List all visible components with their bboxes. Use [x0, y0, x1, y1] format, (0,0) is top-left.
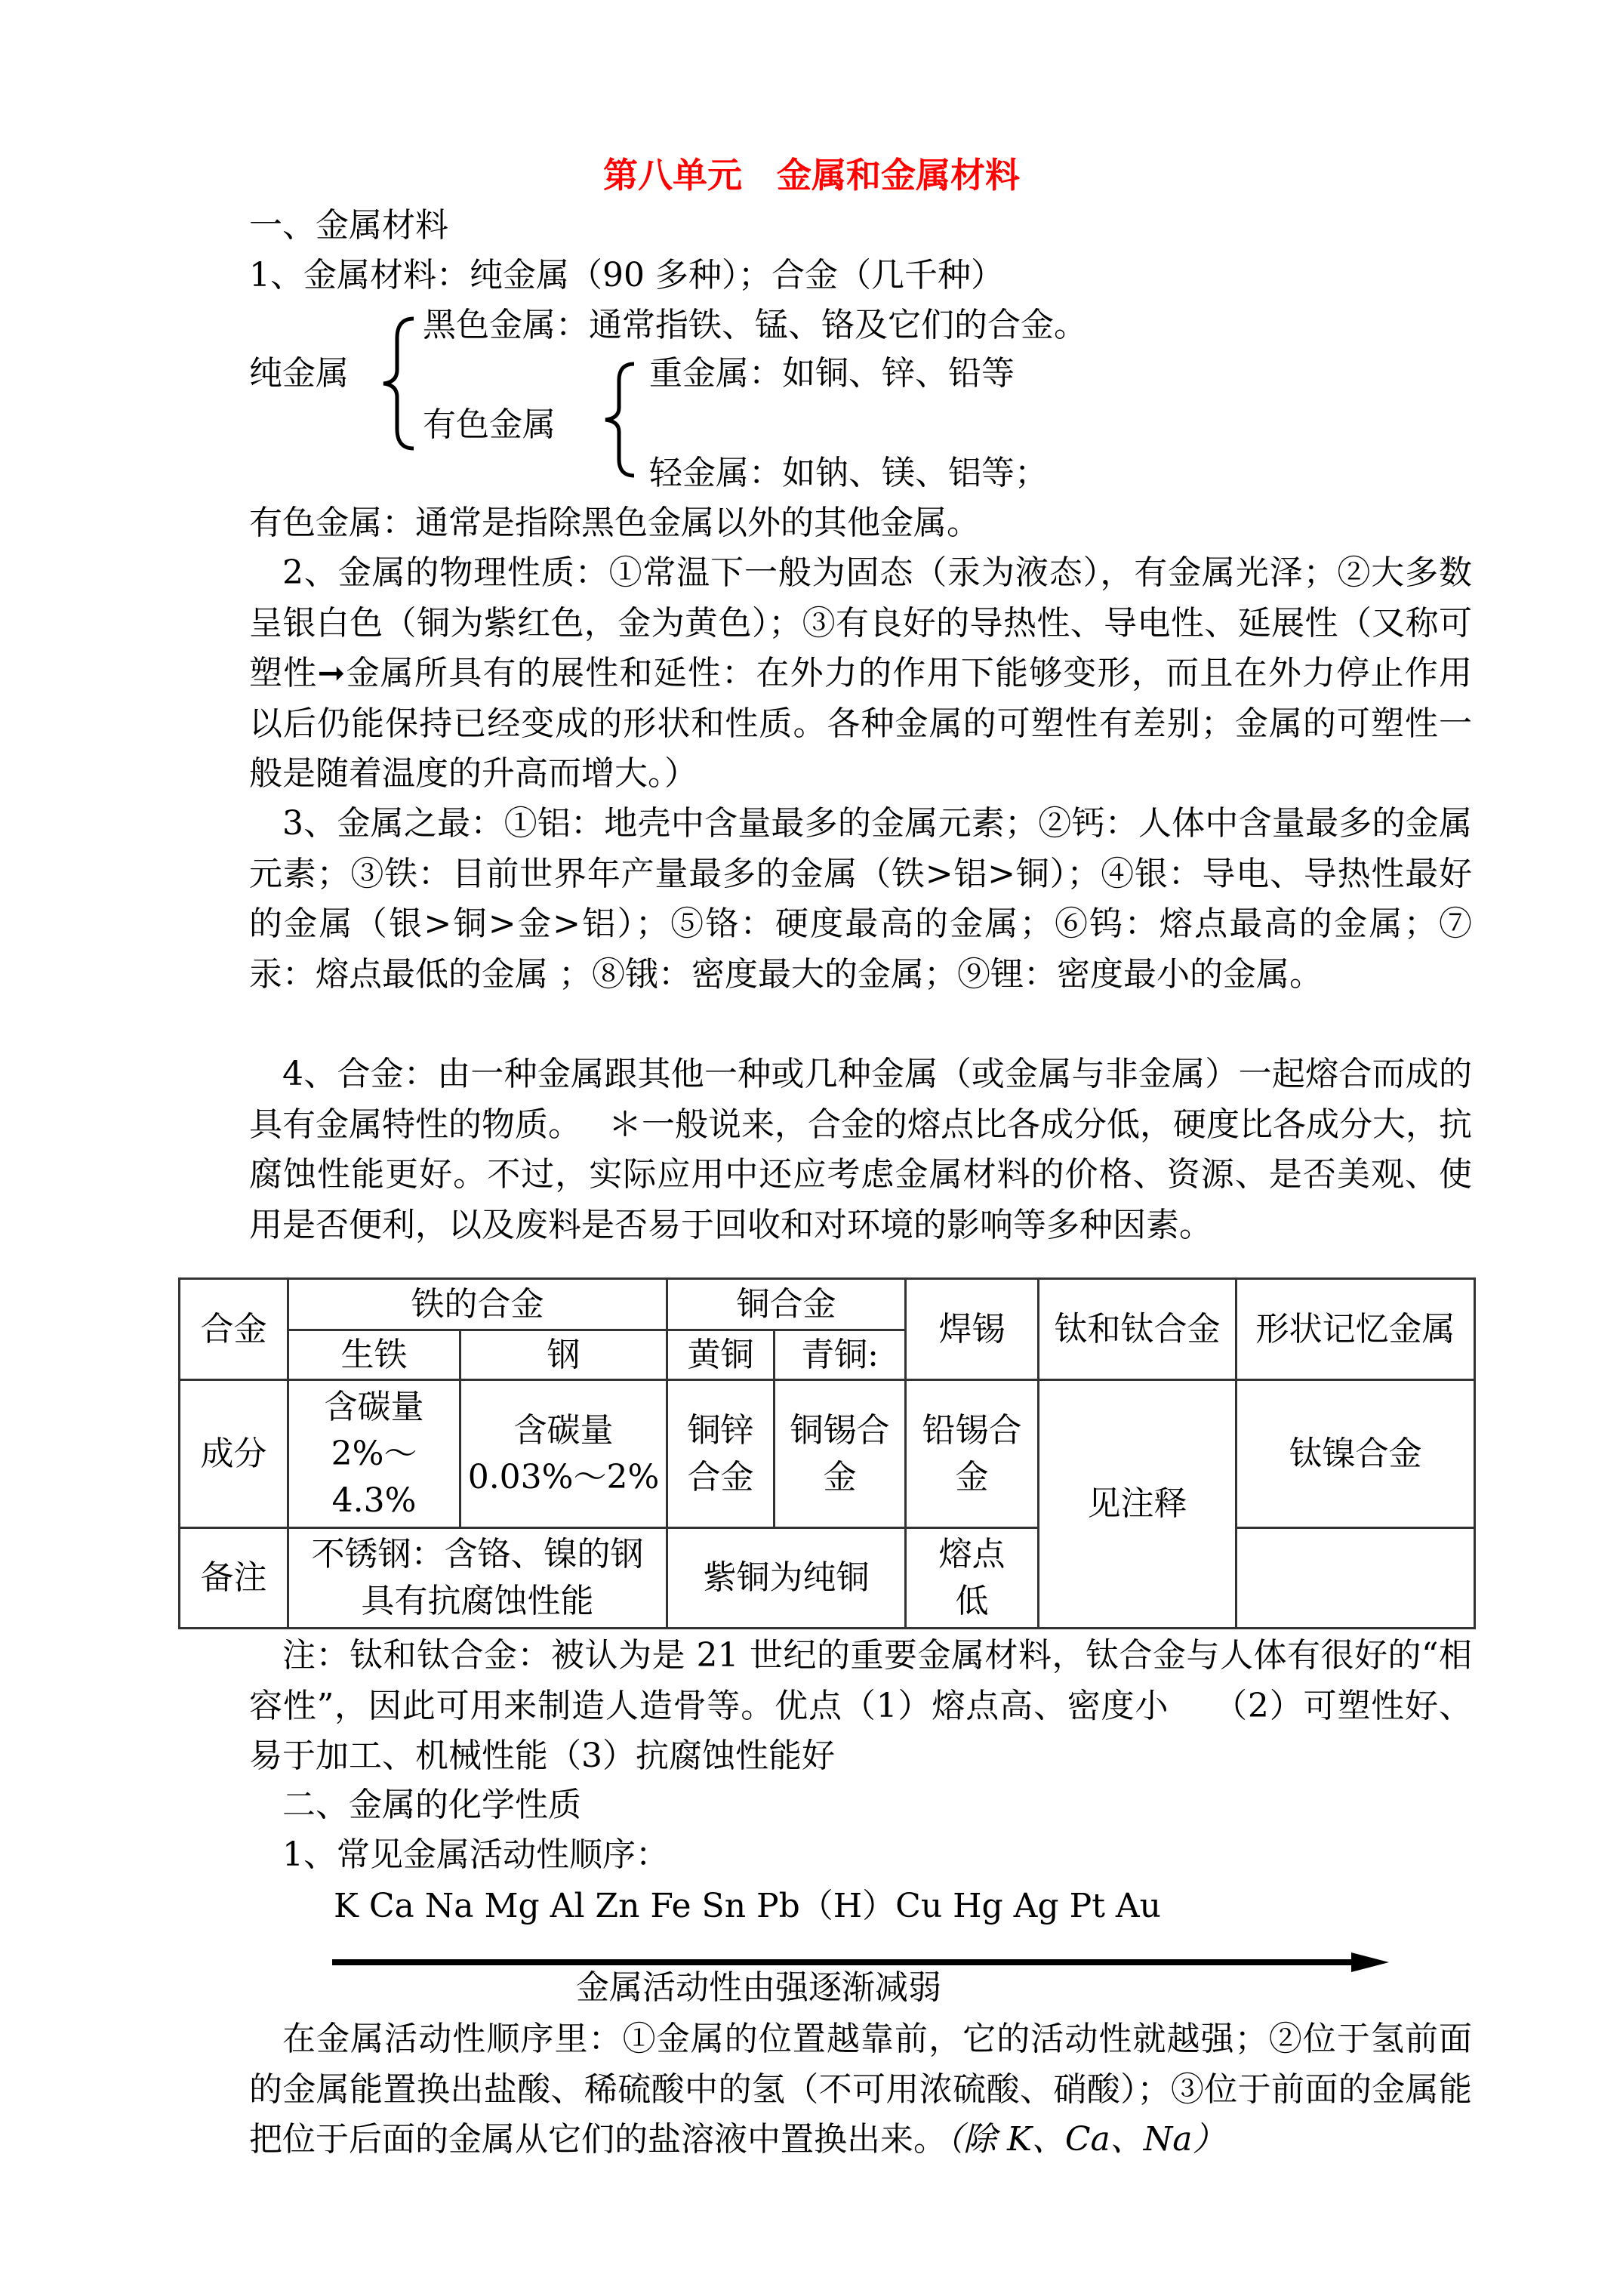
header-brass: 黄铜: [667, 1330, 775, 1380]
header-solder: 焊锡: [906, 1279, 1039, 1380]
activity-series-text: K Ca Na Mg Al Zn Fe Sn Pb（H）Cu Hg Ag Pt Au: [334, 1887, 1161, 1925]
steel-line1: 含碳量: [513, 1410, 614, 1450]
tree-light-metal: 轻金属：如钠、镁、铝等；: [649, 454, 1048, 492]
section1-heading: 一、金属材料: [249, 206, 448, 245]
row-label-composition: 成分: [180, 1380, 288, 1528]
table-row-composition: [180, 1380, 1475, 1528]
colored-metal-definition: 有色金属：通常是指除黑色金属以外的其他金属。: [249, 504, 980, 542]
header-iron-alloy: 铁的合金: [288, 1279, 667, 1330]
cell-brass-composition: 铜锌合金: [667, 1380, 775, 1528]
tree-colored-metal: 有色金属: [423, 405, 556, 444]
section1-item1: 1、金属材料：纯金属（90 多种）；合金（几千种）: [249, 256, 1004, 294]
cell-iron-note: 不锈钢：含铬、镍的钢具有抗腐蚀性能: [288, 1528, 667, 1629]
pig-iron-line2: 2%～: [331, 1434, 417, 1473]
header-titanium: 钛和钛合金: [1039, 1279, 1236, 1380]
table-header-row-1: [180, 1279, 1475, 1330]
header-pig-iron: 生铁: [288, 1330, 460, 1380]
titanium-note-paragraph: 注：钛和钛合金：被认为是 21 世纪的重要金属材料，钛合金与人体有很好的“相容性”，因此可用来制造人造骨等。优点（1）熔点高、密度小 （2）可塑性好、易于加工、机械性能（3）抗腐蚀性能好: [249, 1636, 1472, 1775]
pig-iron-line1: 含碳量: [324, 1387, 424, 1426]
activity-series: [0, 1881, 1623, 1931]
cell-titanium-see-note: 见注释: [1039, 1380, 1236, 1629]
header-steel: 钢: [460, 1330, 667, 1380]
tree-brace-left: [361, 308, 421, 459]
tree-heavy-metal: 重金属：如铜、锌、铅等: [649, 354, 1015, 393]
activity-rules-paragraph: [249, 2014, 1472, 2165]
header-shape-memory: 形状记忆金属: [1236, 1279, 1475, 1380]
activity-rules-exception: （除 K、Ca、Na）: [947, 2120, 1226, 2159]
tree-root-pure-metal: 纯金属: [249, 354, 349, 393]
tree-brace-right: [581, 355, 642, 483]
physical-properties-paragraph: 2、金属的物理性质：①常温下一般为固态（汞为液态），有金属光泽；②大多数呈银白色（铜为紫红色，金为黄色）；③有良好的导热性、导电性、延展性（又称可塑性➞金属所具有的展性和延性：在外力的作用下能够变形，而且在外力停止作用以后仍能保持已经变成的形状和性质。各种金属的可塑性有差别；金属的可塑性一般是随着温度的升高而增大。）: [249, 553, 1472, 793]
cell-shape-memory-composition: 钛镍合金: [1236, 1380, 1475, 1528]
cell-bronze-composition: 铜锡合金: [775, 1380, 906, 1528]
header-alloy: 合金: [180, 1279, 288, 1380]
title-unit: 第八单元: [603, 155, 742, 196]
metal-superlatives-paragraph: 3、金属之最：①铝：地壳中含量最多的金属元素；②钙：人体中含量最多的金属元素；③铁：目前世界年产量最多的金属（铁>铝>铜）；④银：导电、导热性最好的金属（银>铜>金>铝）；⑤铬：硬度最高的金属；⑥钨：熔点最高的金属；⑦汞：熔点最低的金属 ；⑧锇：密度最大的金属；⑨锂：密度最小的金属。: [249, 804, 1472, 994]
section2-heading: 二、金属的化学性质: [282, 1786, 581, 1824]
steel-line2: 0.03%～2%: [467, 1457, 660, 1496]
title-topic: 金属和金属材料: [777, 155, 1020, 196]
table-row-notes: [180, 1528, 1475, 1629]
cell-copper-note: 紫铜为纯铜: [667, 1528, 906, 1629]
tree-black-metal: 黑色金属：通常指铁、锰、铬及它们的合金。: [423, 306, 1087, 344]
section2-item1: 1、常见金属活动性顺序：: [282, 1835, 669, 1874]
page-title: [0, 151, 1623, 199]
alloy-table: [178, 1277, 1476, 1629]
activity-caption: [0, 1963, 1623, 2013]
cell-solder-composition: 铅锡合金: [906, 1380, 1039, 1528]
activity-caption-text: 金属活动性由强逐渐减弱: [576, 1968, 941, 2007]
header-bronze: 青铜:: [775, 1330, 906, 1380]
header-copper-alloy: 铜合金: [667, 1279, 906, 1330]
cell-steel-composition: [460, 1380, 667, 1528]
activity-rules-text: 在金属活动性顺序里：①金属的位置越靠前，它的活动性就越强；②位于氢前面的金属能置换出盐酸、稀硫酸中的氢（不可用浓硫酸、硝酸）；③位于前面的金属能把位于后面的金属从它们的盐溶液中置换出来。: [249, 2020, 1472, 2159]
alloy-definition-paragraph: 4、合金：由一种金属跟其他一种或几种金属（或金属与非金属）一起熔合而成的具有金属特性的物质。 ＊一般说来，合金的熔点比各成分低，硬度比各成分大，抗腐蚀性能更好。不过，实际应用中还应考虑金属材料的价格、资源、是否美观、使用是否便利，以及废料是否易于回收和对环境的影响等多种因素。: [249, 1055, 1472, 1244]
cell-solder-note: 熔点低: [906, 1528, 1039, 1629]
cell-shape-memory-note: [1236, 1528, 1475, 1629]
cell-pig-iron-composition: [288, 1380, 460, 1528]
pig-iron-line3: 4.3%: [331, 1481, 417, 1520]
row-label-notes: 备注: [180, 1528, 288, 1629]
